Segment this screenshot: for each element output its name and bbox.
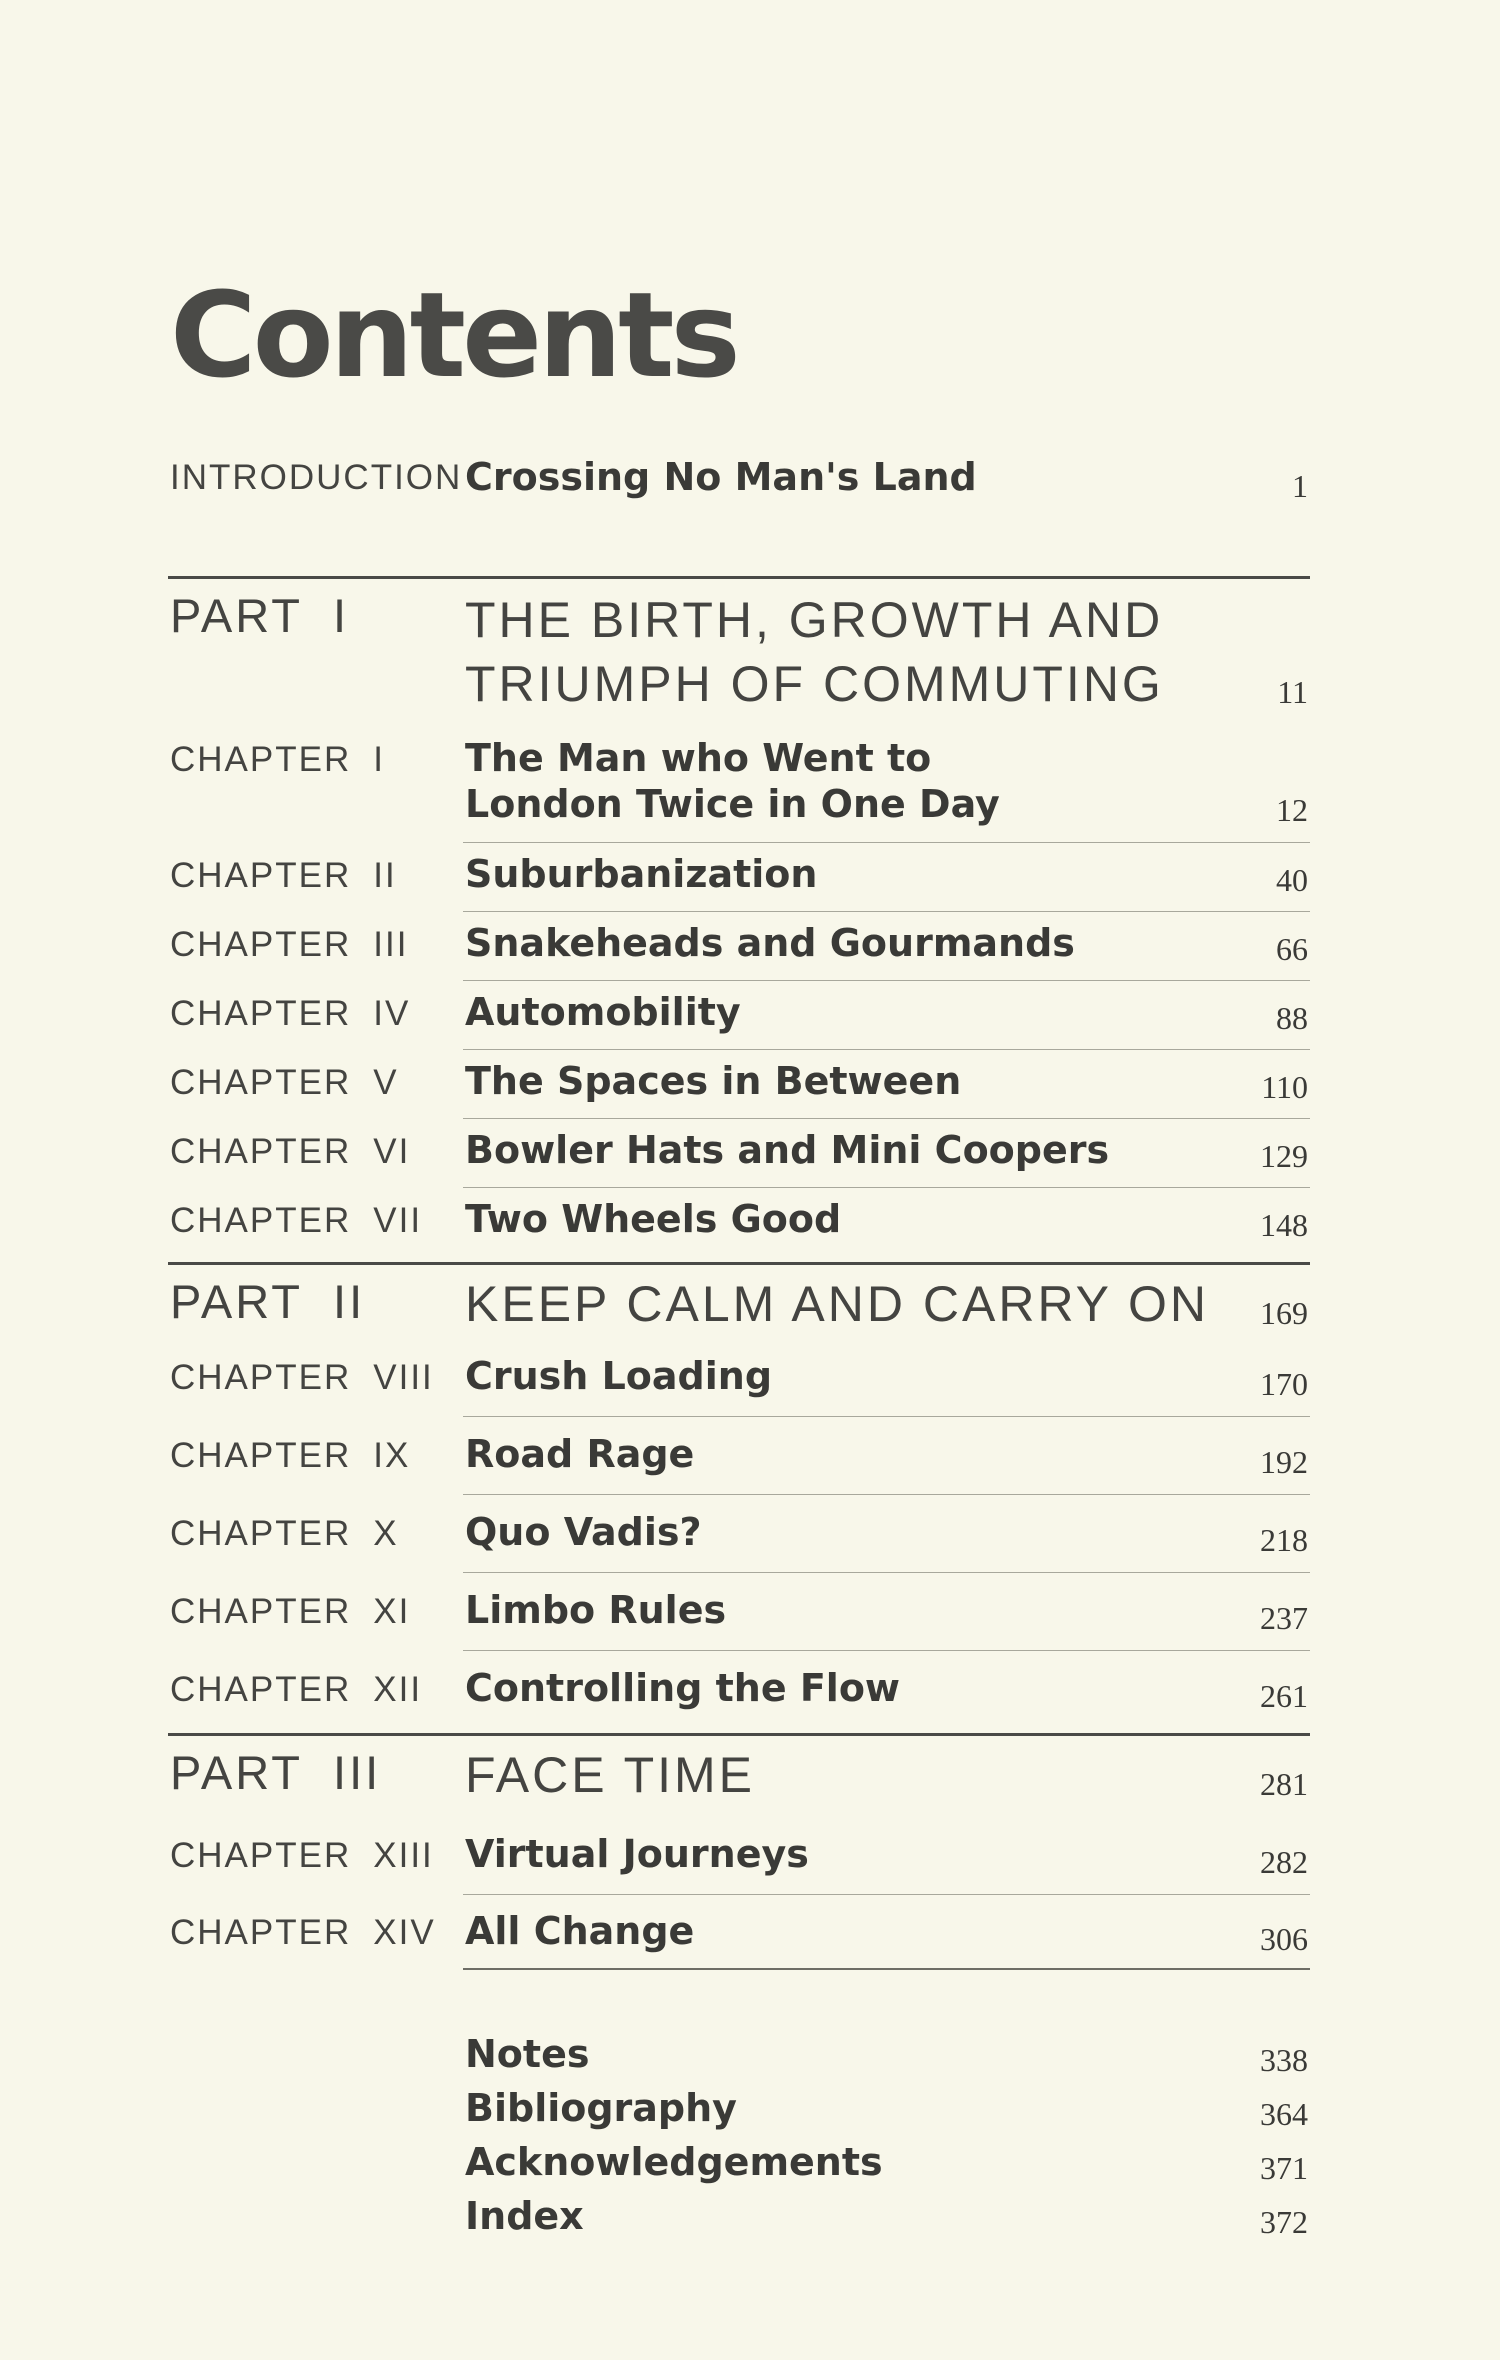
entry-rule	[463, 842, 1310, 843]
chapter-label: CHAPTER IV	[170, 994, 411, 1033]
entry-rule	[463, 1049, 1310, 1050]
part-title: KEEP CALM AND CARRY ON	[465, 1276, 1210, 1332]
entry-rule	[463, 1118, 1310, 1119]
part-title: THE BIRTH, GROWTH AND TRIUMPH OF COMMUTING	[465, 592, 1164, 712]
chapter-label: CHAPTER II	[170, 856, 397, 895]
chapter-page: 129	[1260, 1138, 1308, 1174]
introduction-page: 1	[1292, 468, 1308, 504]
entry-rule	[463, 1187, 1310, 1188]
chapter-label: CHAPTER VIII	[170, 1358, 434, 1397]
chapter-label: CHAPTER X	[170, 1514, 399, 1553]
chapter-title: Controlling the Flow	[465, 1666, 901, 1710]
chapter-title: All Change	[465, 1909, 695, 1953]
chapter-label: CHAPTER VI	[170, 1132, 411, 1171]
backmatter-page: 364	[1260, 2096, 1308, 2132]
chapter-page: 261	[1260, 1678, 1308, 1714]
part-page: 169	[1260, 1295, 1308, 1331]
chapter-label: CHAPTER IX	[170, 1436, 411, 1475]
chapter-label: CHAPTER V	[170, 1063, 399, 1102]
introduction-title: Crossing No Man's Land	[465, 455, 977, 499]
chapter-title: Limbo Rules	[465, 1588, 727, 1632]
chapter-page: 237	[1260, 1600, 1308, 1636]
chapter-label: CHAPTER I	[170, 740, 385, 779]
entry-rule	[463, 1894, 1310, 1895]
chapter-title: Automobility	[465, 990, 741, 1034]
chapter-title: The Spaces in Between	[465, 1059, 962, 1103]
chapter-title: The Man who Went to London Twice in One Day	[465, 736, 1000, 826]
chapter-label: CHAPTER XI	[170, 1592, 411, 1631]
part-label: PART II	[170, 1275, 366, 1328]
part-page: 281	[1260, 1766, 1308, 1802]
chapter-page: 40	[1276, 862, 1308, 898]
backmatter-title: Acknowledgements	[465, 2140, 883, 2184]
part-title: FACE TIME	[465, 1747, 756, 1803]
chapter-page: 306	[1260, 1921, 1308, 1957]
backmatter-page: 372	[1260, 2204, 1308, 2240]
part-divider	[168, 1733, 1310, 1736]
backmatter-page: 371	[1260, 2150, 1308, 2186]
chapter-title: Crush Loading	[465, 1354, 773, 1398]
chapter-page: 170	[1260, 1366, 1308, 1402]
part-divider	[168, 576, 1310, 579]
entry-rule	[463, 1650, 1310, 1651]
part-label: PART I	[170, 589, 350, 642]
chapter-title: Suburbanization	[465, 852, 818, 896]
chapter-title: Bowler Hats and Mini Coopers	[465, 1128, 1110, 1172]
entry-rule	[463, 1494, 1310, 1495]
chapter-title: Two Wheels Good	[465, 1197, 842, 1241]
chapter-label: CHAPTER VII	[170, 1201, 423, 1240]
chapter-page: 66	[1276, 931, 1308, 967]
backmatter-title: Notes	[465, 2032, 590, 2076]
entry-rule	[463, 1572, 1310, 1573]
chapter-title: Quo Vadis?	[465, 1510, 702, 1554]
entry-rule	[463, 980, 1310, 981]
page-title: Contents	[170, 266, 737, 404]
chapter-page: 218	[1260, 1522, 1308, 1558]
introduction-label: INTRODUCTION	[170, 458, 463, 497]
part-label: PART III	[170, 1746, 382, 1799]
chapter-page: 110	[1261, 1069, 1308, 1105]
chapter-title: Road Rage	[465, 1432, 695, 1476]
chapter-page: 192	[1260, 1444, 1308, 1480]
chapter-label: CHAPTER XIII	[170, 1836, 434, 1875]
chapter-title: Snakeheads and Gourmands	[465, 921, 1075, 965]
chapter-page: 282	[1260, 1844, 1308, 1880]
chapter-label: CHAPTER XIV	[170, 1913, 436, 1952]
backmatter-title: Bibliography	[465, 2086, 737, 2130]
chapter-title: Virtual Journeys	[465, 1832, 809, 1876]
chapter-page: 88	[1276, 1000, 1308, 1036]
entry-rule	[463, 1968, 1310, 1970]
chapter-page: 148	[1260, 1207, 1308, 1243]
part-page: 11	[1277, 674, 1308, 710]
part-divider	[168, 1262, 1310, 1265]
chapter-label: CHAPTER III	[170, 925, 409, 964]
chapter-label: CHAPTER XII	[170, 1670, 423, 1709]
entry-rule	[463, 1416, 1310, 1417]
chapter-page: 12	[1276, 792, 1308, 828]
backmatter-title: Index	[465, 2194, 584, 2238]
backmatter-page: 338	[1260, 2042, 1308, 2078]
entry-rule	[463, 911, 1310, 912]
